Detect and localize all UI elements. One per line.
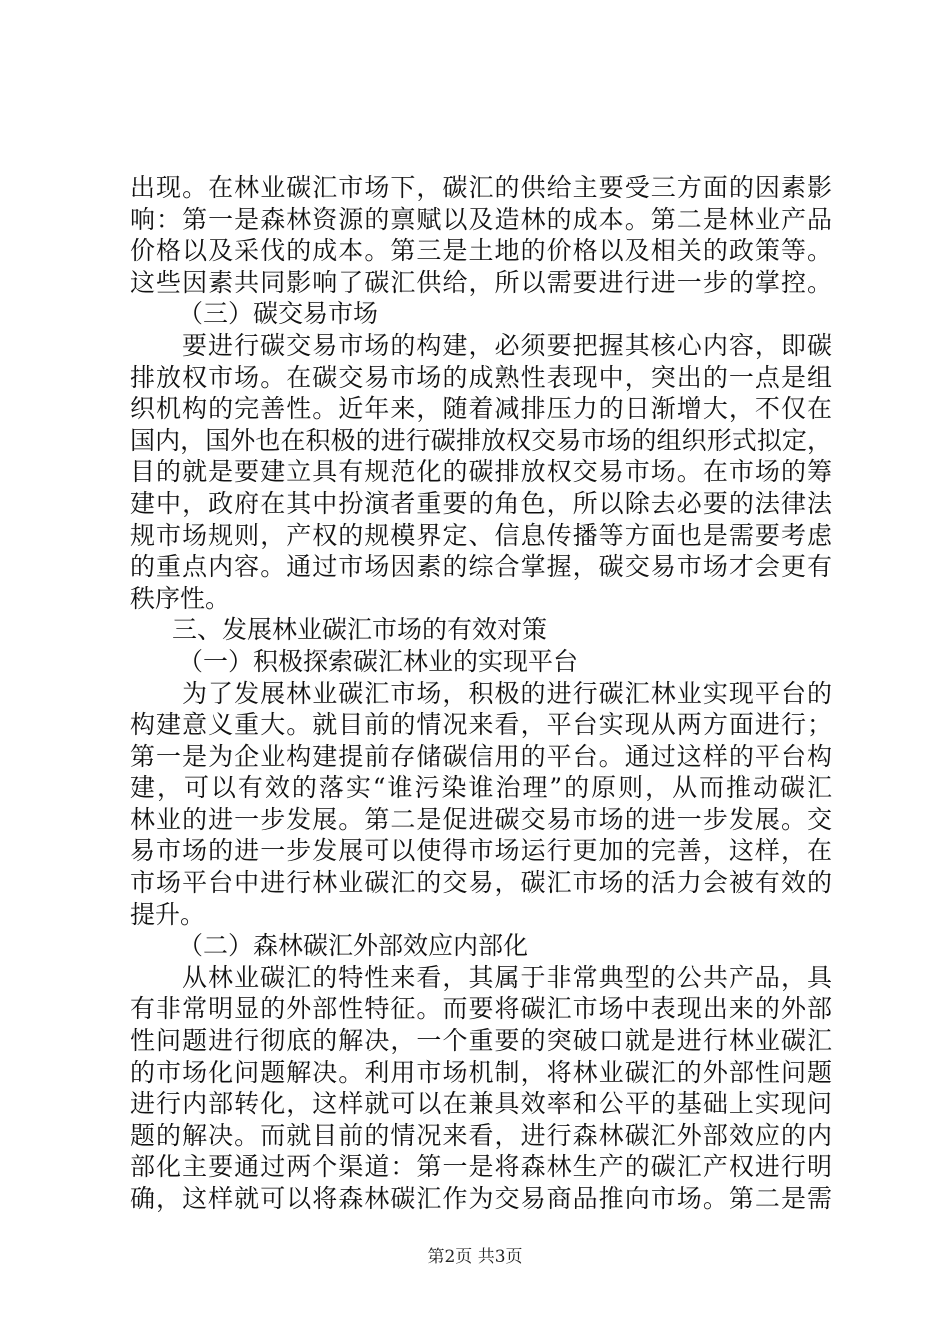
text-line: 秩序性。 (130, 583, 231, 613)
text-line: 排放权市场。在碳交易市场的成熟性表现中，突出的一点是组 (130, 362, 832, 392)
text-line: 部化主要通过两个渠道：第一是将森林生产的碳汇产权进行明 (130, 1152, 832, 1182)
text-line: 构建意义重大。就目前的情况来看，平台实现从两方面进行； (130, 710, 832, 740)
text-line: 有非常明显的外部性特征。而要将碳汇市场中表现出来的外部 (130, 994, 832, 1024)
text-line: 响：第一是森林资源的禀赋以及造林的成本。第二是林业产品 (130, 204, 832, 234)
text-line: 提升。 (130, 899, 206, 929)
paragraph-first-line: 为了发展林业碳汇市场，积极的进行碳汇林业实现平台的 (182, 678, 832, 708)
text-line: 确，这样就可以将森林碳汇作为交易商品推向市场。第二是需 (130, 1184, 832, 1213)
section-heading: （一）积极探索碳汇林业的实现平台 (178, 646, 579, 676)
text-line: 的重点内容。通过市场因素的综合掌握，碳交易市场才会更有 (130, 552, 832, 582)
text-line: 价格以及采伐的成本。第三是土地的价格以及相关的政策等。 (130, 236, 832, 266)
text-line: 这些因素共同影响了碳汇供给，所以需要进行进一步的掌控。 (130, 267, 832, 297)
text-line: 的市场化问题解决。利用市场机制，将林业碳汇的外部性问题 (130, 1057, 832, 1087)
text-line: 建中，政府在其中扮演者重要的角色，所以除去必要的法律法 (130, 488, 832, 518)
text-line: 第一是为企业构建提前存储碳信用的平台。通过这样的平台构 (130, 741, 832, 771)
text-line: 题的解决。而就目前的情况来看，进行森林碳汇外部效应的内 (130, 1120, 832, 1150)
paragraph-first-line: 要进行碳交易市场的构建，必须要把握其核心内容，即碳 (182, 330, 832, 360)
chapter-heading: 三、发展林业碳汇市场的有效对策 (172, 615, 548, 645)
text-line: 规市场规则，产权的规模界定、信息传播等方面也是需要考虑 (130, 520, 832, 550)
text-line: 易市场的进一步发展可以使得市场运行更加的完善，这样，在 (130, 836, 832, 866)
page-number-footer: 第2页 共3页 (427, 1247, 523, 1267)
section-heading: （三）碳交易市场 (178, 299, 379, 329)
text-line: 市场平台中进行林业碳汇的交易，碳汇市场的活力会被有效的 (130, 868, 832, 898)
text-line: 林业的进一步发展。第二是促进碳交易市场的进一步发展。交 (130, 804, 832, 834)
text-line: 国内，国外也在积极的进行碳排放权交易市场的组织形式拟定， (130, 425, 832, 455)
text-line: 织机构的完善性。近年来，随着减排压力的日渐增大，不仅在 (130, 394, 832, 424)
paragraph-first-line: 从林业碳汇的特性来看，其属于非常典型的公共产品，具 (182, 962, 832, 992)
text-line: 出现。在林业碳汇市场下，碳汇的供给主要受三方面的因素影 (130, 173, 832, 202)
text-line: 建，可以有效的落实“谁污染谁治理”的原则，从而推动碳汇 (130, 773, 832, 803)
text-line: 性问题进行彻底的解决，一个重要的突破口就是进行林业碳汇 (130, 1026, 832, 1056)
text-line: 进行内部转化，这样就可以在兼具效率和公平的基础上实现问 (130, 1089, 832, 1119)
section-heading: （二）森林碳汇外部效应内部化 (178, 931, 529, 961)
document-body (130, 172, 832, 1215)
text-line: 目的就是要建立具有规范化的碳排放权交易市场。在市场的筹 (130, 457, 832, 487)
